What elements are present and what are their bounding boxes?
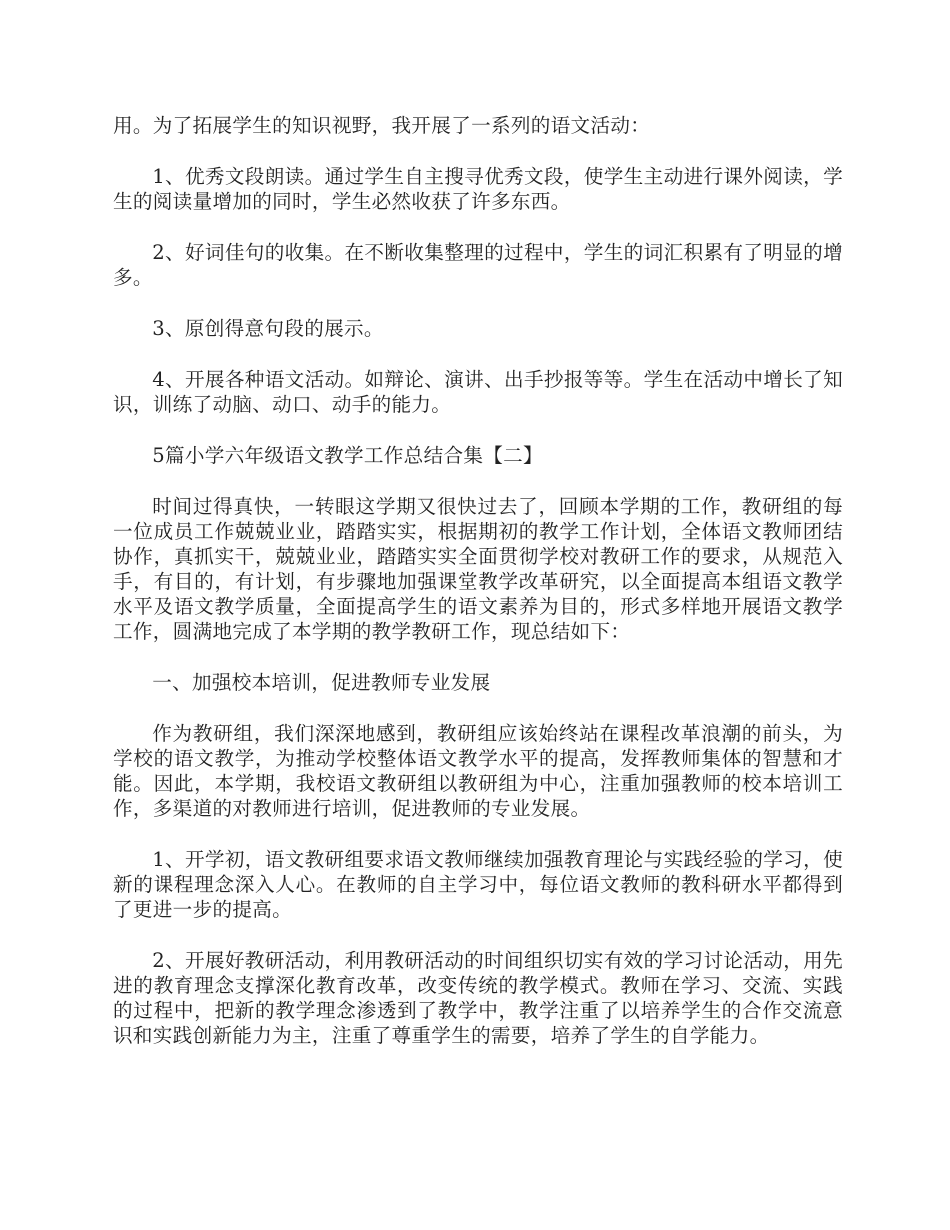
paragraph-point-1: 1、开学初，语文教研组要求语文教师继续加强教育理论与实践经验的学习，使新的课程理念深入人心。在教师的自主学习中，每位语文教师的教科研水平都得到了更进一步的提高。 <box>113 848 843 921</box>
paragraph-continuation: 用。为了拓展学生的知识视野，我开展了一系列的语文活动： <box>113 114 651 137</box>
paragraph-item-1: 1、优秀文段朗读。通过学生自主搜寻优秀文段，使学生主动进行课外阅读，学生的阅读量增加的同时，学生必然收获了许多东西。 <box>113 165 843 213</box>
subsection-heading: 一、加强校本培训，促进教师专业发展 <box>152 671 491 694</box>
paragraph-point-2: 2、开展好教研活动，利用教研活动的时间组织切实有效的学习讨论活动，用先进的教育理念支撑深化教育改革，改变传统的教学模式。教师在学习、交流、实践的过程中，把新的教学理念渗透到了教学中，教学注重了以培养学生的合作交流意识和实践创新能力为主，注重了尊重学生的需要，培养了学生的自学能力。 <box>113 949 843 1047</box>
document-body <box>113 113 843 1074</box>
section-title: 5篇小学六年级语文教学工作总结合集【二】 <box>152 444 543 467</box>
paragraph-item-2: 2、好词佳句的收集。在不断收集整理的过程中，学生的词汇积累有了明显的增多。 <box>113 241 843 289</box>
paragraph-intro: 时间过得真快，一转眼这学期又很快过去了，回顾本学期的工作，教研组的每一位成员工作兢兢业业，踏踏实实，根据期初的教学工作计划，全体语文教师团结协作，真抓实干，兢兢业业，踏踏实实全面贯彻学校对教研工作的要求，从规范入手，有目的，有计划，有步骤地加强课堂教学改革研究，以全面提高本组语文教学水平及语文教学质量，全面提高学生的语文素养为目的，形式多样地开展语文教学工作，圆满地完成了本学期的教学教研工作，现总结如下： <box>113 495 843 643</box>
paragraph-item-4: 4、开展各种语文活动。如辩论、演讲、出手抄报等等。学生在活动中增长了知识，训练了动脑、动口、动手的能力。 <box>113 368 843 416</box>
paragraph-body: 作为教研组，我们深深地感到，教研组应该始终站在课程改革浪潮的前头，为学校的语文教学，为推动学校整体语文教学水平的提高，发挥教师集体的智慧和才能。因此，本学期，我校语文教研组以教研组为中心，注重加强教师的校本培训工作，多渠道的对教师进行培训，促进教师的专业发展。 <box>113 722 843 820</box>
paragraph-item-3: 3、原创得意句段的展示。 <box>152 317 384 340</box>
